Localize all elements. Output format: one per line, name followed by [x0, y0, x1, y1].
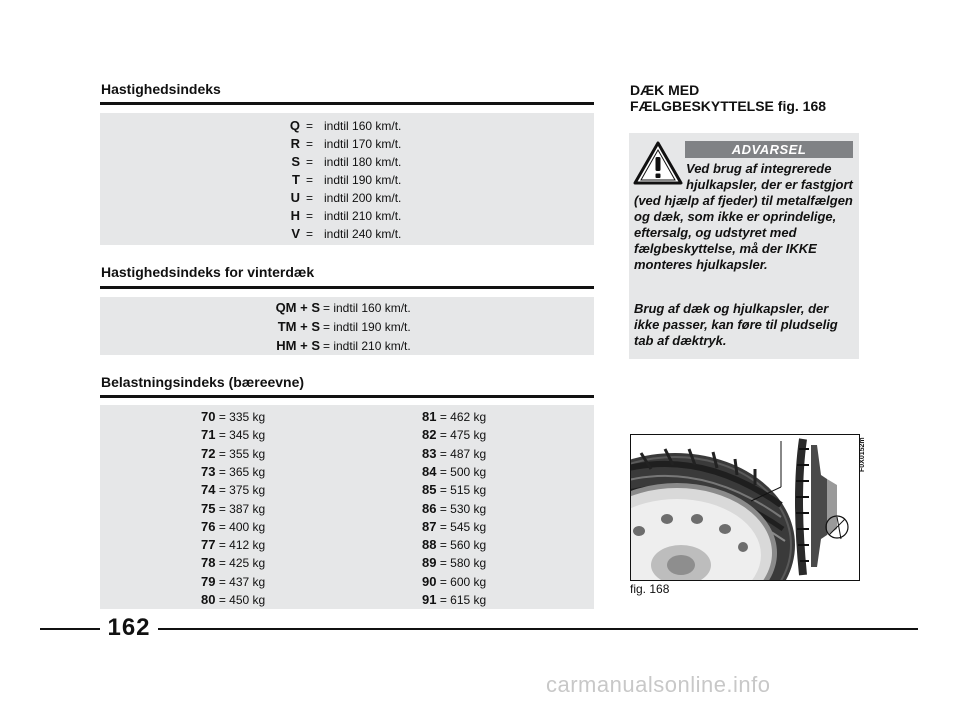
- figure-caption: fig. 168: [630, 582, 670, 596]
- figure-code: F0X0152m: [859, 437, 866, 472]
- load-code: 81: [422, 409, 437, 424]
- load-value: = 412 kg: [218, 538, 266, 553]
- page-number: 162: [107, 614, 151, 641]
- wheel-illustration: [631, 435, 859, 580]
- speed-value: indtil 200 km/t.: [324, 191, 402, 205]
- watermark: carmanualsonline.info: [546, 672, 771, 697]
- winter-code: HM + S: [276, 338, 320, 353]
- load-index-row: [422, 536, 486, 554]
- section-title: [630, 82, 826, 114]
- equals-sign: =: [306, 173, 314, 187]
- load-index-row: [201, 591, 265, 609]
- winter-index-table: [100, 297, 594, 355]
- load-code: 82: [422, 427, 437, 443]
- section-title-line1: DÆK MED: [630, 82, 700, 98]
- winter-value: = indtil 210 km/t.: [323, 339, 411, 353]
- load-index-heading: Belastningsindeks (bæreevne): [101, 374, 305, 390]
- load-index-row: [422, 445, 486, 463]
- warning-label: ADVARSEL: [685, 141, 853, 158]
- speed-index-table: [100, 113, 594, 245]
- load-index-row: [201, 408, 265, 426]
- load-code: 89: [422, 555, 437, 571]
- load-value: = 387 kg: [218, 501, 266, 516]
- warning-text-2: Brug af dæk og hjulkapsler, der ikke passer, kan føre til pludselig tab af dæktryk.: [634, 301, 838, 348]
- load-index-row: [422, 518, 486, 536]
- winter-index-row: [100, 299, 594, 317]
- load-value: = 345 kg: [218, 428, 266, 443]
- load-code: 79: [201, 573, 216, 589]
- load-value: = 515 kg: [439, 483, 487, 498]
- speed-index-row: [100, 171, 594, 189]
- load-index-row: [422, 426, 486, 444]
- load-index-row: [201, 481, 265, 499]
- divider: [100, 395, 594, 398]
- load-value: = 615 kg: [439, 593, 487, 607]
- load-index-row: [422, 591, 486, 609]
- footer-rule-right: [158, 628, 918, 630]
- load-code: 85: [422, 482, 437, 498]
- warning-paragraph: Ved brug af integrerede hjulkapsler, der er fastgjort (ved hjælp af fjeder) til metalfælgen og dæk, som ikke er oprindelige, eftersalg, og udstyret med fælgbeskyttelse, må der IKKE monteres hjulkapsler.: [634, 161, 853, 272]
- load-index-row: [422, 500, 486, 518]
- load-value: = 375 kg: [218, 483, 266, 498]
- warning-box: [629, 133, 859, 359]
- load-index-row: [201, 573, 265, 591]
- speed-code: S: [291, 154, 300, 169]
- load-index-row: [201, 536, 265, 554]
- load-code: 83: [422, 445, 437, 461]
- load-code: 70: [201, 409, 216, 424]
- speed-index-row: [100, 117, 594, 135]
- load-index-row: [422, 463, 486, 481]
- speed-code: V: [291, 226, 300, 241]
- equals-sign: =: [306, 119, 314, 133]
- load-value: = 355 kg: [218, 446, 266, 461]
- load-code: 78: [201, 555, 216, 571]
- load-index-row: [422, 573, 486, 591]
- load-value: = 487 kg: [439, 446, 487, 461]
- load-code: 84: [422, 463, 437, 479]
- speed-value: indtil 190 km/t.: [324, 173, 402, 187]
- load-index-row: [201, 554, 265, 572]
- speed-index-heading: Hastighedsindeks: [101, 81, 221, 97]
- load-value: = 400 kg: [218, 519, 266, 534]
- equals-sign: =: [306, 155, 314, 169]
- load-value: = 437 kg: [218, 574, 266, 589]
- load-value: = 335 kg: [218, 410, 266, 424]
- load-code: 87: [422, 518, 437, 534]
- load-code: 72: [201, 445, 216, 461]
- winter-index-heading: Hastighedsindeks for vinterdæk: [101, 264, 315, 280]
- winter-code: TM + S: [277, 319, 320, 334]
- equals-sign: =: [306, 137, 314, 151]
- winter-index-row: [100, 337, 594, 355]
- load-code: 80: [201, 592, 216, 607]
- load-code: 88: [422, 537, 437, 553]
- speed-index-row: [100, 189, 594, 207]
- load-code: 90: [422, 573, 437, 589]
- load-value: = 475 kg: [439, 428, 487, 443]
- load-code: 77: [201, 537, 216, 553]
- load-code: 71: [201, 427, 216, 443]
- figure-reference: fig. 168: [777, 98, 827, 114]
- load-value: = 530 kg: [439, 501, 487, 516]
- speed-index-row: [100, 153, 594, 171]
- load-value: = 580 kg: [439, 556, 487, 571]
- speed-code: T: [292, 172, 300, 187]
- speed-code: Q: [289, 118, 300, 133]
- load-code: 76: [201, 518, 216, 534]
- load-code: 73: [201, 463, 216, 479]
- section-title-line2: FÆLGBESKYTTELSE: [630, 98, 774, 114]
- winter-code: QM + S: [275, 300, 320, 315]
- winter-index-row: [100, 318, 594, 336]
- wheel-figure: [630, 434, 860, 581]
- equals-sign: =: [306, 227, 314, 241]
- load-value: = 560 kg: [439, 538, 487, 553]
- load-index-table: [100, 405, 594, 609]
- speed-value: indtil 160 km/t.: [324, 119, 402, 133]
- speed-index-row: [100, 225, 594, 243]
- load-value: = 500 kg: [439, 464, 487, 479]
- load-code: 86: [422, 500, 437, 516]
- load-index-row: [201, 463, 265, 481]
- load-code: 75: [201, 500, 216, 516]
- load-index-row: [422, 408, 486, 426]
- speed-code: R: [290, 136, 300, 151]
- winter-value: = indtil 160 km/t.: [323, 301, 411, 315]
- load-code: 91: [422, 592, 437, 607]
- load-code: 74: [201, 482, 216, 498]
- load-value: = 365 kg: [218, 464, 266, 479]
- warning-text: [634, 161, 854, 273]
- footer-rule-left: [40, 628, 100, 630]
- divider: [100, 286, 594, 289]
- speed-value: indtil 170 km/t.: [324, 137, 402, 151]
- equals-sign: =: [306, 191, 314, 205]
- load-index-row: [422, 554, 486, 572]
- load-value: = 462 kg: [439, 410, 487, 424]
- load-index-row: [201, 518, 265, 536]
- equals-sign: =: [306, 209, 314, 223]
- winter-value: = indtil 190 km/t.: [323, 320, 411, 334]
- divider: [100, 102, 594, 105]
- speed-value: indtil 210 km/t.: [324, 209, 402, 223]
- speed-code: H: [290, 208, 300, 223]
- load-value: = 600 kg: [439, 574, 487, 589]
- speed-index-row: [100, 207, 594, 225]
- load-value: = 545 kg: [439, 519, 487, 534]
- load-value: = 450 kg: [218, 593, 266, 607]
- load-index-row: [201, 445, 265, 463]
- load-index-row: [201, 500, 265, 518]
- speed-value: indtil 180 km/t.: [324, 155, 402, 169]
- speed-code: U: [290, 190, 300, 205]
- speed-value: indtil 240 km/t.: [324, 227, 402, 241]
- load-value: = 425 kg: [218, 556, 266, 571]
- load-index-row: [422, 481, 486, 499]
- load-index-row: [201, 426, 265, 444]
- speed-index-row: [100, 135, 594, 153]
- icon-spacer: [634, 161, 686, 193]
